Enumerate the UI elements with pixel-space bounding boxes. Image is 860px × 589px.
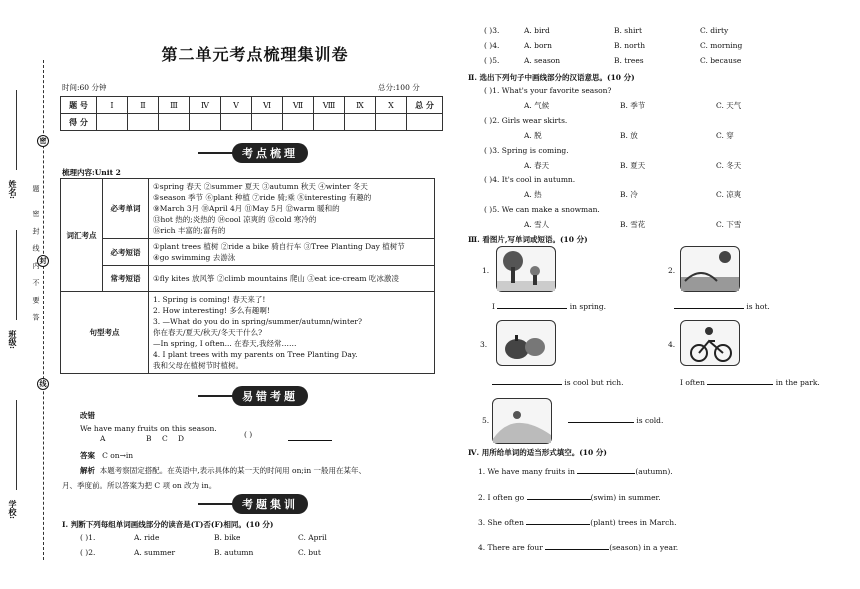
- sentence-label: 句型考点: [61, 292, 149, 374]
- sun-icon: [681, 247, 739, 291]
- s1-q5-no[interactable]: ( )5.: [484, 56, 500, 65]
- list-item: ①spring 春天 ②summer 夏天 ③autumn 秋天 ④winter 冬天: [153, 182, 368, 191]
- s3-q1-pre: I: [492, 302, 495, 311]
- s2-q2-c: C. 穿: [716, 131, 734, 140]
- score-cell: Ⅴ: [221, 97, 252, 114]
- score-table: [60, 96, 443, 131]
- s3-q4-post: in the park.: [775, 378, 820, 387]
- seal-circle-feng: 封: [37, 255, 49, 267]
- score-table-header-row: [61, 97, 443, 114]
- s2-q1[interactable]: ( )1. What's your favorite season?: [484, 86, 612, 95]
- s2-q3[interactable]: ( )3. Spring is coming.: [484, 146, 569, 155]
- error-sentence: We have many fruits on this season.: [80, 424, 217, 433]
- banner-text: 易错考题: [232, 386, 308, 406]
- s3-q1-blank[interactable]: [497, 308, 567, 309]
- list-item: ⑬hot 热的;炎热的 ⑭cool 凉爽的 ⑮cold 寒冷的: [153, 215, 317, 224]
- summary-content-label: 梳理内容:Unit 2: [62, 168, 121, 177]
- s4-q2-post: (swim) in summer.: [590, 493, 661, 502]
- analysis-label: 解析: [80, 466, 95, 475]
- s1-q3-no[interactable]: ( )3.: [484, 26, 500, 35]
- score-blank[interactable]: [283, 114, 314, 131]
- score-blank[interactable]: [97, 114, 128, 131]
- s4-q2-pre: 2. I often go: [478, 493, 525, 502]
- list-item: ⑤season 季节 ⑥plant 种植 ⑦ride 骑;乘 ⑧interesting 有趣的: [153, 193, 372, 202]
- error-letter-c: C: [162, 434, 168, 443]
- score-cell: 题 号: [61, 97, 97, 114]
- snow-hill-icon: [493, 399, 551, 443]
- s1-q5-b: B. trees: [614, 56, 644, 65]
- list-item: 2. How interesting! 多么有趣啊!: [153, 306, 270, 315]
- score-cell: Ⅸ: [345, 97, 376, 114]
- s3-q3-post: is cool but rich.: [564, 378, 624, 387]
- list-item: 3. —What do you do in spring/summer/autumn/winter?: [153, 317, 362, 326]
- s3-q3-blank[interactable]: [492, 384, 562, 385]
- list-item: 4. I plant trees with my parents on Tree Planting Day.: [153, 350, 358, 359]
- seal-circle-mi: 密: [37, 135, 49, 147]
- s1-q3-a: A. bird: [524, 26, 550, 35]
- s2-q1-a: A. 气候: [524, 101, 550, 110]
- s2-q4-c: C. 凉爽: [716, 190, 742, 199]
- s3-q4-blank[interactable]: [707, 384, 773, 385]
- total-score-label: 总分:100 分: [378, 83, 420, 92]
- s1-q4-no[interactable]: ( )4.: [484, 41, 500, 50]
- s1-q4-b: B. north: [614, 41, 646, 50]
- banner-key-points: [198, 143, 308, 163]
- s4-q3-blank[interactable]: [526, 524, 590, 525]
- list-item: 1. Spring is coming! 春天来了!: [153, 295, 266, 304]
- s1-q4-c: C. morning: [700, 41, 743, 50]
- s3-q1-no: 1.: [482, 266, 490, 275]
- common-phrases-cell: ①fly kites 放风筝 ②climb mountains 爬山 ③eat ice-cream 吃冰激凌: [149, 266, 435, 292]
- banner-text: 考点梳理: [232, 143, 308, 163]
- s4-q1-post: (autumn).: [635, 467, 673, 476]
- s1-q5-c: C. because: [700, 56, 742, 65]
- ride-bike-image: [680, 320, 740, 366]
- tree-icon: [497, 247, 555, 291]
- score-blank[interactable]: [221, 114, 252, 131]
- fruit-icon: [497, 321, 555, 365]
- answer-label: 答案: [80, 451, 95, 460]
- answer-text: C on→in: [102, 451, 134, 460]
- s4-q3-pre: 3. She often: [478, 518, 524, 527]
- s3-q5-blank[interactable]: [568, 422, 634, 423]
- s2-q2-a: A. 脱: [524, 131, 542, 140]
- score-cell: 得 分: [61, 114, 97, 131]
- bike-icon: [681, 321, 739, 365]
- s1-q4-a: A. born: [524, 41, 552, 50]
- banner-practice: [198, 494, 308, 514]
- must-phrases-cell: [149, 239, 435, 266]
- must-words-cell: [149, 179, 435, 239]
- section-1-title: Ⅰ. 判断下列每组单词画线部分的读音是(T)否(F)相同。(10 分): [62, 520, 274, 529]
- score-cell: Ⅱ: [128, 97, 159, 114]
- summary-table: [60, 178, 435, 374]
- seal-text-top: 题: [32, 185, 40, 192]
- list-item: 我和父母在植树节时植树。: [153, 361, 243, 370]
- banner-text: 考题集训: [232, 494, 308, 514]
- s2-q5-a: A. 雪人: [524, 220, 550, 229]
- error-title: 改错: [80, 411, 95, 420]
- score-cell: Ⅲ: [159, 97, 190, 114]
- error-letter-d: D: [178, 434, 185, 443]
- score-blank[interactable]: [314, 114, 345, 131]
- s2-q4[interactable]: ( )4. It's cool in autumn.: [484, 175, 576, 184]
- score-cell: Ⅹ: [376, 97, 407, 114]
- score-blank[interactable]: [376, 114, 407, 131]
- score-cell: 总 分: [407, 97, 443, 114]
- score-blank[interactable]: [252, 114, 283, 131]
- score-table-score-row: [61, 114, 443, 131]
- score-blank[interactable]: [128, 114, 159, 131]
- s2-q3-c: C. 冬天: [716, 161, 742, 170]
- error-letter-b: B: [146, 434, 152, 443]
- s3-q3-no: 3.: [480, 340, 488, 349]
- s1-q3-c: C. dirty: [700, 26, 729, 35]
- s4-q1-pre: 1. We have many fruits in: [478, 467, 575, 476]
- s4-q4-post: (season) in a year.: [609, 543, 679, 552]
- error-letter-a: A: [100, 434, 106, 443]
- list-item: ⑨March 3月 ⑩April 4月 ⑪May 5月 ⑫warm 暖和的: [153, 204, 340, 213]
- s1-q2-a: A. summer: [134, 548, 176, 557]
- s3-q5-no: 5.: [482, 416, 490, 425]
- s3-q5-post: is cold.: [636, 416, 664, 425]
- analysis-line-1: 本题考察固定搭配。在英语中,表示具体的某一天的时间用 on;in 一般用在某年、: [99, 466, 367, 475]
- s1-q5-a: A. season: [524, 56, 561, 65]
- s4-q1-blank[interactable]: [577, 473, 635, 474]
- name-blank[interactable]: [16, 90, 17, 170]
- s2-q3-a: A. 春天: [524, 161, 550, 170]
- common-phrases-label: 常考短语: [103, 266, 149, 292]
- score-cell: Ⅳ: [190, 97, 221, 114]
- error-answer-paren[interactable]: ( ): [244, 430, 253, 439]
- must-words-label: 必考单词: [103, 179, 149, 239]
- s1-q1-no[interactable]: ( )1.: [80, 533, 96, 542]
- s2-q4-a: A. 热: [524, 190, 542, 199]
- score-blank[interactable]: [345, 114, 376, 131]
- s4-q2-blank[interactable]: [527, 499, 591, 500]
- list-item: ①plant trees 植树 ②ride a bike 骑自行车 ③Tree Planting Day 植树节: [153, 242, 405, 251]
- section-3-title: Ⅲ. 看图片,写单词或短语。(10 分): [468, 235, 588, 244]
- s1-q3-b: B. shirt: [614, 26, 642, 35]
- s2-q5[interactable]: ( )5. We can make a snowman.: [484, 205, 600, 214]
- must-phrases-label: 必考短语: [103, 239, 149, 266]
- vocab-label: 词汇考点: [61, 179, 103, 292]
- school-label: 学校:: [8, 500, 18, 519]
- binding-margin: [0, 0, 60, 589]
- s2-q3-b: B. 夏天: [620, 161, 646, 170]
- s1-q1-c: C. April: [298, 533, 327, 542]
- time-label: 时间:60 分钟: [62, 83, 107, 92]
- s1-q2-b: B. autumn: [214, 548, 254, 557]
- autumn-harvest-image: [496, 320, 556, 366]
- school-blank[interactable]: [16, 400, 17, 490]
- s3-q4-pre: I often: [680, 378, 705, 387]
- section-2-title: Ⅱ. 选出下列句子中画线部分的汉语意思。(10 分): [468, 73, 635, 82]
- s4-q4-blank[interactable]: [545, 549, 609, 550]
- s2-q1-c: C. 天气: [716, 101, 742, 110]
- list-item: ④go swimming 去游泳: [153, 253, 236, 262]
- s1-q2-no[interactable]: ( )2.: [80, 548, 96, 557]
- error-answer-blank[interactable]: [288, 440, 332, 441]
- s2-q5-b: B. 雪花: [620, 220, 646, 229]
- list-item: —In spring, I often... 在春天,我经常……: [153, 339, 297, 348]
- class-blank[interactable]: [16, 230, 17, 320]
- s3-q2-blank[interactable]: [674, 308, 744, 309]
- s3-q4-no: 4.: [668, 340, 676, 349]
- score-cell: Ⅶ: [283, 97, 314, 114]
- score-blank[interactable]: [159, 114, 190, 131]
- s1-q1-b: B. bike: [214, 533, 241, 542]
- name-label: 姓名:: [8, 180, 18, 199]
- winter-snow-image: [492, 398, 552, 444]
- score-blank[interactable]: [407, 114, 443, 131]
- s2-q2-b: B. 放: [620, 131, 638, 140]
- spring-tree-planting-image: [496, 246, 556, 292]
- s1-q1-a: A. ride: [134, 533, 160, 542]
- s4-q3-post: (plant) trees in March.: [590, 518, 677, 527]
- section-4-title: Ⅳ. 用所给单词的适当形式填空。(10 分): [468, 448, 607, 457]
- s2-q5-c: C. 下雪: [716, 220, 742, 229]
- s3-q2-post: is hot.: [746, 302, 770, 311]
- list-item: 你在春天/夏天/秋天/冬天干什么?: [153, 328, 263, 337]
- score-blank[interactable]: [190, 114, 221, 131]
- s2-q2[interactable]: ( )2. Girls wear skirts.: [484, 116, 568, 125]
- summer-beach-image: [680, 246, 740, 292]
- page-title: 第二单元考点梳理集训卷: [161, 45, 349, 64]
- score-cell: Ⅰ: [97, 97, 128, 114]
- list-item: ⑯rich 丰富的;富有的: [153, 226, 226, 235]
- score-cell: Ⅷ: [314, 97, 345, 114]
- banner-error-prone: [198, 386, 308, 406]
- s1-q2-c: C. but: [298, 548, 321, 557]
- s3-q2-no: 2.: [668, 266, 676, 275]
- s2-q4-b: B. 冷: [620, 190, 638, 199]
- s3-q1-post: in spring.: [569, 302, 607, 311]
- class-label: 班级:: [8, 330, 18, 349]
- sentence-cell: [149, 292, 435, 374]
- analysis-line-2: 月、季度前。所以答案为把 C 项 on 改为 in。: [62, 481, 217, 490]
- s2-q1-b: B. 季节: [620, 101, 646, 110]
- score-cell: Ⅵ: [252, 97, 283, 114]
- s4-q4-pre: 4. There are four: [478, 543, 543, 552]
- seal-text-mid: 密 封 线 内 不 要 答: [32, 210, 40, 325]
- seal-circle-xian: 线: [37, 378, 49, 390]
